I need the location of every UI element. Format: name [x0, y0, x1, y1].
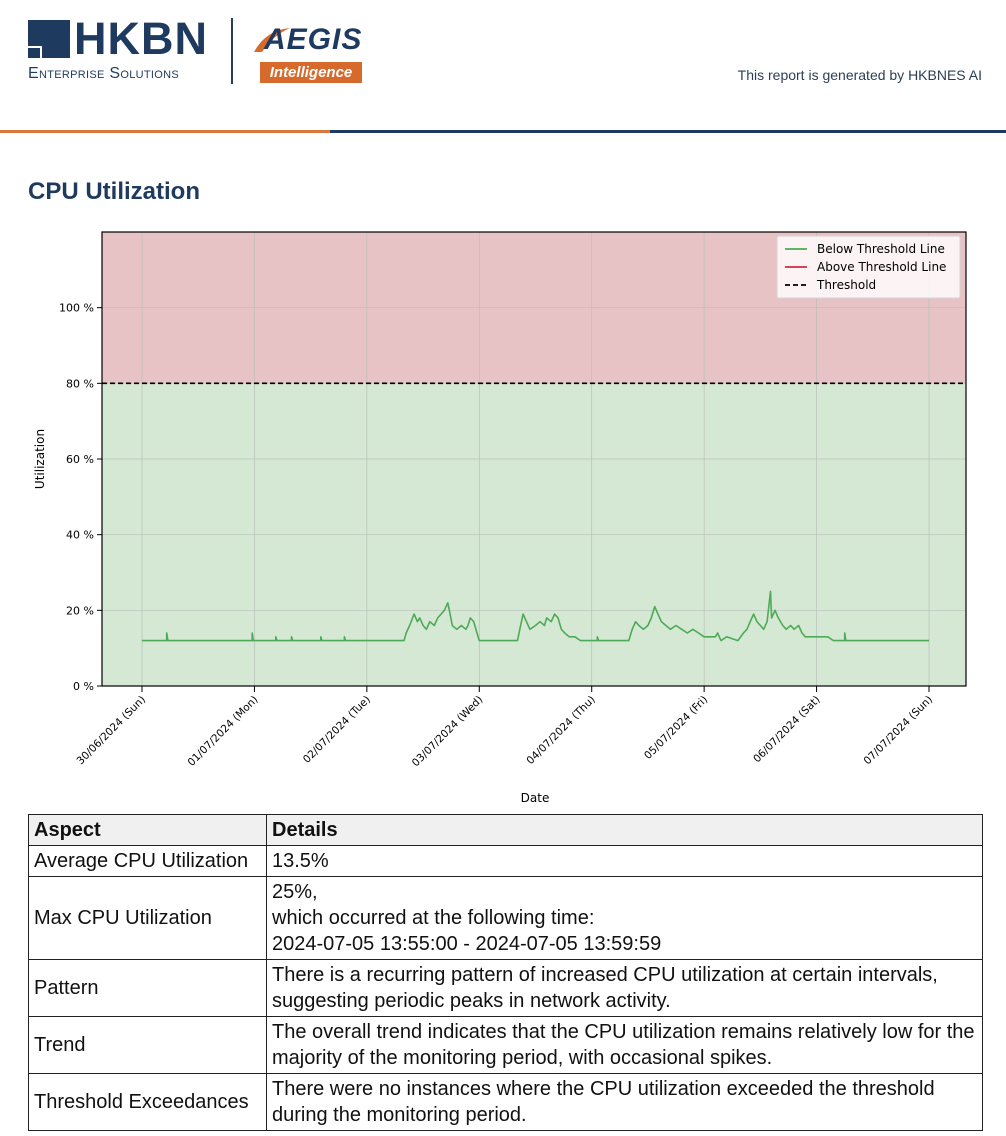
table-row [29, 846, 983, 877]
legend-label: Below Threshold Line [817, 242, 945, 256]
aegis-brand-text: AEGIS [264, 23, 363, 56]
aspect-cell: Trend [29, 1017, 267, 1074]
header-aspect: Aspect [29, 815, 267, 846]
details-cell: 13.5% [267, 846, 983, 877]
details-cell: The overall trend indicates that the CPU utilization remains relatively low for the majority of the monitoring period, with occasional spikes. [267, 1017, 983, 1074]
hkbn-brand-sub: Enterprise Solutions [28, 65, 179, 82]
aegis-logo [252, 20, 368, 84]
x-tick-label: 03/07/2024 (Wed) [409, 693, 486, 770]
logo-divider [231, 18, 233, 84]
aspect-cell: Average CPU Utilization [29, 846, 267, 877]
aspect-cell: Max CPU Utilization [29, 877, 267, 960]
header-details: Details [267, 815, 983, 846]
table-row [29, 877, 983, 960]
generated-note: This report is generated by HKBNES AI [737, 67, 982, 83]
details-cell: There were no instances where the CPU utilization exceeded the threshold during the monitoring period. [267, 1074, 983, 1131]
hkbn-logo [28, 13, 213, 86]
y-tick-label: 100 % [59, 301, 94, 315]
x-tick-label: 06/07/2024 (Sat) [751, 693, 823, 766]
y-tick-label: 20 % [66, 604, 94, 618]
cpu-utilization-chart [20, 222, 986, 808]
x-tick-label: 30/06/2024 (Sun) [74, 693, 149, 768]
hkbn-brand-text: HKBN [74, 13, 208, 64]
x-tick-label: 02/07/2024 (Tue) [300, 693, 373, 766]
x-tick-label: 04/07/2024 (Thu) [524, 693, 598, 768]
aspect-cell: Pattern [29, 960, 267, 1017]
y-tick-label: 0 % [73, 680, 94, 693]
legend-label: Threshold [817, 278, 877, 292]
summary-table [28, 814, 983, 1131]
header-rule-navy [330, 130, 1006, 133]
x-tick-label: 01/07/2024 (Mon) [185, 693, 261, 769]
x-tick-label: 05/07/2024 (Fri) [641, 693, 711, 762]
aegis-brand-sub: Intelligence [260, 62, 362, 83]
hkbn-mark-icon [28, 20, 70, 58]
report-header [0, 0, 1006, 134]
y-axis-label: Utilization [33, 428, 47, 490]
y-tick-label: 80 % [66, 377, 94, 391]
aspect-cell: Threshold Exceedances [29, 1074, 267, 1131]
table-row [29, 960, 983, 1017]
table-row [29, 1017, 983, 1074]
legend-label: Above Threshold Line [817, 260, 947, 274]
header-rule-orange [0, 130, 330, 133]
y-tick-label: 60 % [66, 453, 94, 466]
section-title: CPU Utilization [28, 178, 200, 205]
table-row [29, 1074, 983, 1131]
x-tick-label: 07/07/2024 (Sun) [861, 693, 936, 768]
details-cell: 25%, which occurred at the following time: 2024-07-05 13:55:00 - 2024-07-05 13:59:59 [267, 877, 983, 960]
details-cell: There is a recurring pattern of increased CPU utilization at certain intervals, suggesting periodic peaks in network activity. [267, 960, 983, 1017]
x-axis-label: Date [520, 791, 550, 805]
table-header-row [29, 815, 983, 846]
y-tick-label: 40 % [66, 528, 94, 542]
